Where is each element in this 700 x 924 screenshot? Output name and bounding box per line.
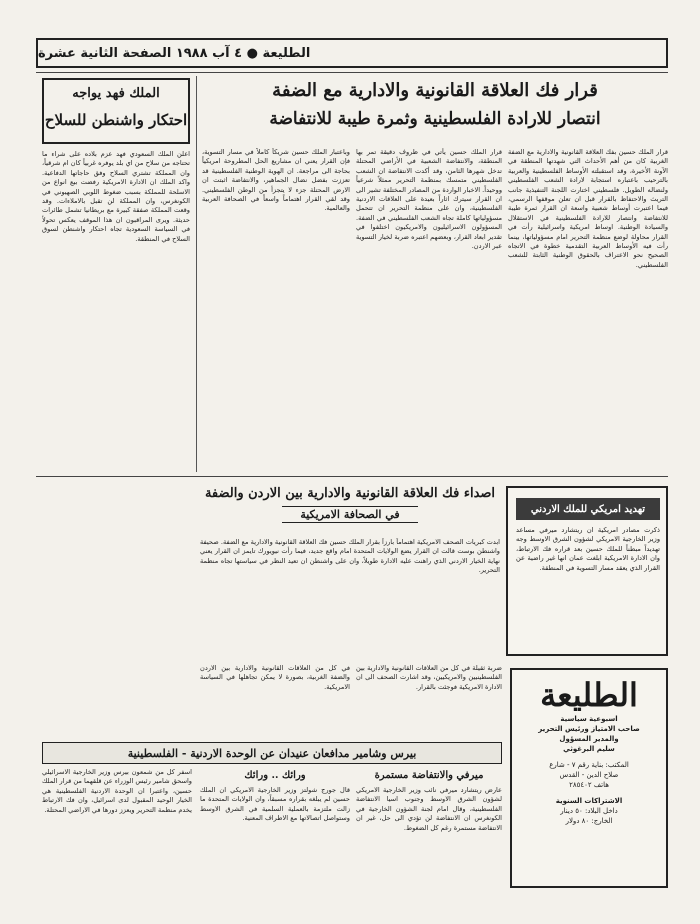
middle-section-heading	[200, 486, 500, 523]
middle-column-b	[200, 664, 350, 736]
column-rule	[196, 76, 197, 472]
masthead-line-10: الخارج: ٨٠ دولار	[565, 817, 613, 825]
left-box-line-2: احتكار واشنطن للسلاح	[44, 111, 188, 129]
article-text-middle: قرار الملك حسين يأتي في ظروف دقيقة تمر بها المنطقة، والانتفاضة الشعبية في الأراضي المحتلة تدخل شهرها الثامن، وقد أكدت الانتفاضة ان الشعب الفلسطيني متمسك بمنظمة التحرير ممثلاً شرعياً ووحيداً. الاخبار الواردة من المصادر المختلفة تشير الى ان القرار سيترك اثاراً بعيدة على العلاقات الاردنية الفلسطينية، وان على منظمة التحرير ان تتحمل مسؤولياتها كاملة تجاه الشعب الفلسطيني في الضفة. المسؤولون الاسرائيليون والامريكيون اختلفوا في تقدير ابعاد القرار، وبعضهم اعتبره ضربة لخيار التسوية عبر الاردن.	[356, 148, 502, 251]
middle-section-subtitle: في الصحافة الامريكية	[282, 506, 417, 523]
middle-section-text: ابدت كبريات الصحف الامريكية اهتماماً بارزاً بقرار الملك حسين فك العلاقة القانونية والادارية مع الضفة. صحيفة واشنطن بوست قالت ان القرار يضع الولايات المتحدة امام واقع جديد، فيما رأت نيويورك تايمز ان القرار يعني نهاية الخيار الاردني الذي راهنت عليه الادارة طويلاً، وان على واشنطن ان تعيد النظر في سياستها تجاه منظمة التحرير.	[200, 538, 500, 575]
article-text-left: اعلن الملك السعودي فهد عزم بلاده على شراء ما تحتاجه من سلاح من اي بلد يوفره غربياً كان ام شرقياً، وان المملكة تشتري السلاح وفق حاجاتها الدفاعية. واكد الملك ان الادارة الامريكية رفضت بيع انواع من الاسلحة للمملكة بسبب ضغوط اللوبي الصهيوني في الكونغرس، وان المملكة لن تقبل بالاملاءات. وقد وقعت المملكة صفقة كبيرة مع بريطانيا تشمل طائرات حديثة. ويرى المراقبون ان هذا الموقف يعكس تحولاً في السياسة السعودية تجاه احتكار واشنطن لسوق السلاح في المنطقة.	[42, 150, 190, 243]
masthead-box	[510, 668, 668, 888]
middle-column-a-text: ضربة ثقيلة في كل من العلاقات القانونية والادارية بين الفلسطينيين والامريكيين، وقد اشارت الصحف الى ان الادارة الامريكية فوجئت بالقرار.	[356, 664, 502, 691]
waraq-title: ورائك .. ورائك	[244, 770, 306, 781]
article-column-middle	[356, 148, 502, 474]
side-box-caption: تهديد امريكي للملك الاردني	[516, 498, 660, 520]
bottom-left-column	[42, 768, 192, 892]
article-column-right	[508, 148, 668, 474]
headline-line-2: انتصار للارادة الفلسطينية وثمرة طيبة للانتفاضة	[269, 109, 601, 129]
middle-section-body	[200, 538, 500, 658]
masthead-line-8: الاشتراكات السنوية	[555, 797, 623, 805]
article-column-left-middle	[202, 148, 350, 474]
bottom-headline: بيرس وشامير مدافعان عنيدان عن الوحدة الاردنية - الفلسطينية	[127, 746, 417, 760]
murphy-column	[356, 786, 502, 890]
waraq-column	[200, 786, 350, 890]
article-text-right: قرار الملك حسين بفك العلاقة القانونية والادارية مع الضفة الغربية كان من أهم الأحداث التي شهدتها المنطقة في الآونة الأخيرة، وقد استقبلته الأوساط الفلسطينية والعربية بالترحيب باعتباره استجابة لارادة الشعب الفلسطيني ولنضاله الطويل. فلسطيني اختارت اللجنة التنفيذية جانب التريث والاحتفاظ بالقرار قبل ان تعلن موقفها الرسمي، فيما اعتبرت أوساط شعبية واسعة ان القرار ثمرة طيبة للانتفاضة وانتصار للارادة الفلسطينية في الاستقلال والسيادة الوطنية. اوساط امريكية واسرائيلية رأت في القرار محاولة لوضع منظمة التحرير امام مسؤولياتها، بينما رأت فيه الأوساط العربية التقدمية خطوة في الاتجاه الصحيح نحو الاعتراف بالحقوق الوطنية الثابتة للشعب الفلسطيني.	[508, 148, 668, 269]
main-headline	[200, 80, 670, 130]
headline-line-1: قرار فك العلاقة القانونية والادارية مع الضفة	[272, 80, 598, 101]
bottom-text: اسفر كل من شمعون بيرس وزير الخارجية الاسرائيلي واسحق شامير رئيس الوزراء عن قلقهما من قرار الملك حسين، واعتبرا ان الوحدة الاردنية الفلسطينية هي الخيار الوحيد المقبول لدى اسرائيل، وان فك الارتباط يخدم منظمة التحرير ويعزز دورها في الاراضي المحتلة.	[42, 768, 192, 814]
masthead-line-6: صلاح الدين - القدس	[559, 771, 619, 779]
header-rule	[36, 72, 668, 73]
article-text-left-middle: وباعتبار الملك حسين شريكاً كاملاً في مسار التسوية، فإن القرار يعني ان مشاريع الحل المطروحة امريكياً بحاجة الى مراجعة. ان الهوية الوطنية الفلسطينية قد تعززت بفضل نضال الجماهير، والانتفاضة اثبتت ان الارض المحتلة جزء لا يتجزأ من الوطن الفلسطيني. وقد لقي القرار اهتماماً واسعاً في الصحافة العربية والعالمية.	[202, 148, 350, 213]
masthead-line-1: اسبوعية سياسية	[560, 715, 618, 723]
left-box-line-1: الملك فهد يواجه	[72, 86, 160, 101]
murphy-text: عارض ريتشارد ميرفي نائب وزير الخارجية الامريكي لشؤون الشرق الاوسط وجنوب اسيا الانتفاضة الفلسطينية، وقال امام لجنة الشؤون الخارجية في الكونغرس ان الانتفاضة لن تؤدي الى حل، غير ان الانتفاضة مستمرة رغم كل الضغوط.	[356, 786, 502, 832]
article-column-left	[42, 150, 190, 730]
middle-section-title: اصداء فك العلاقة القانونية والادارية بين الاردن والضفة	[204, 486, 496, 501]
middle-column-a	[356, 664, 502, 736]
masthead-line-3: والمدير المسؤول	[559, 735, 619, 743]
masthead-line-5: المكتب: بناية رقم ٧ - شارع	[549, 761, 629, 769]
page-header	[36, 38, 668, 68]
masthead-line-9: داخل البلاد: ٥٠ دينار	[560, 807, 618, 815]
side-news-box	[506, 486, 668, 656]
header-text: الطليعة ● ٤ آب ١٩٨٨ الصفحة الثانية عشرة	[38, 45, 311, 61]
left-headline-box	[42, 78, 190, 144]
masthead-line-2: صاحب الامتياز ورئيس التحرير	[538, 725, 640, 733]
murphy-title: ميرفي والانتفاضة مستمرة	[374, 770, 484, 781]
masthead-line-7: هاتف ٢٨٥٤٠٢	[569, 781, 609, 789]
masthead-logo: الطليعة	[540, 676, 638, 714]
waraq-text: قال جورج شولتز وزير الخارجية الامريكي ان الملك حسين لم يبلغه بقراره مسبقاً، وان الولايات المتحدة ما زالت ملتزمة بالعملية السلمية في الشرق الاوسط وستواصل اتصالاتها مع الاطراف المعنية.	[200, 786, 350, 823]
middle-column-b-text: في كل من العلاقات القانونية والادارية بين الاردن والضفة الغربية، بصورة لا يمكن تجاهلها في السياسة الامريكية.	[200, 664, 350, 691]
side-box-text: ذكرت مصادر امريكية ان ريتشارد ميرفي مساعد وزير الخارجية الامريكي لشؤون الشرق الاوسط وجه تهديداً مبطناً للملك حسين بعد قراره فك الارتباط، وان الادارة الامريكية ابلغت عمان انها غير راضية عن القرار الذي يعقد مسار التسوية في المنطقة.	[516, 526, 660, 572]
bottom-headline-box	[42, 742, 502, 764]
masthead-line-4: سليم البرغوثي	[563, 745, 615, 753]
